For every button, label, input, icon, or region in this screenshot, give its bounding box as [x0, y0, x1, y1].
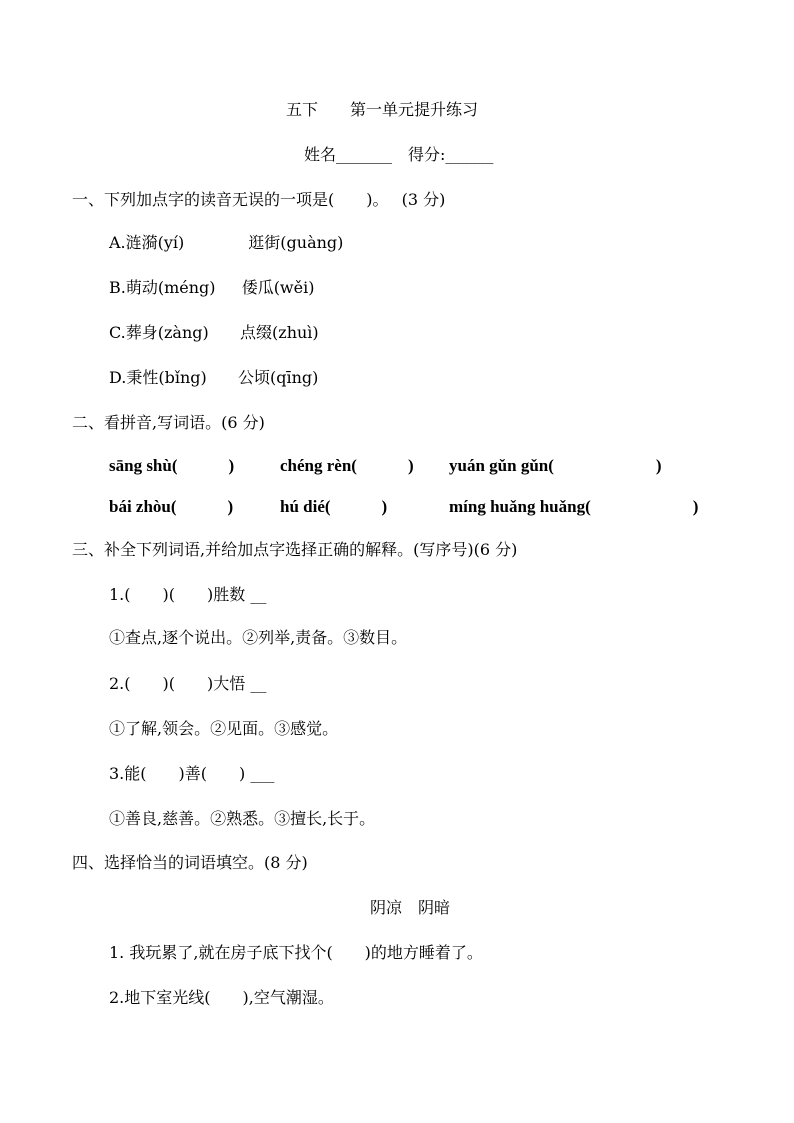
- q1-option-b: B.萌动(méng) 倭瓜(wěi): [109, 278, 315, 297]
- name-score-line: 姓名_______ 得分:______: [304, 145, 494, 164]
- q3-heading: 三、补全下列词语,并给加点字选择正确的解释。(写序号)(6 分): [72, 540, 518, 559]
- pinyin-item: hú dié( ): [280, 497, 388, 516]
- pinyin-item: bái zhòu( ): [109, 497, 234, 516]
- q3-word-3: 3.能( )善( ) ___: [109, 764, 275, 783]
- q4-sentence-2: 2.地下室光线( ),空气潮湿。: [109, 988, 334, 1007]
- q3-choices-1: ①查点,逐个说出。②列举,责备。③数目。: [109, 628, 408, 647]
- pinyin-item: sāng shù( ): [109, 456, 235, 475]
- pinyin-item: yuán gǔn gǔn( ): [449, 456, 662, 475]
- pinyin-item: chéng rèn( ): [280, 456, 414, 475]
- q1-option-c: C.葬身(zàng) 点缀(zhuì): [109, 323, 319, 342]
- pinyin-item: míng huǎng huǎng( ): [449, 497, 699, 516]
- q1-option-d: D.秉性(bǐng) 公顷(qīng): [109, 368, 319, 387]
- q3-word-1: 1.( )( )胜数 __: [109, 585, 267, 604]
- q2-heading: 二、看拼音,写词语。(6 分): [72, 413, 265, 432]
- q4-sentence-1: 1. 我玩累了,就在房子底下找个( )的地方睡着了。: [109, 943, 483, 962]
- q3-word-2: 2.( )( )大悟 __: [109, 674, 267, 693]
- q1-option-a: A.涟漪(yí) 逛街(guàng): [109, 233, 344, 252]
- q3-choices-3: ①善良,慈善。②熟悉。③擅长,长于。: [109, 809, 376, 828]
- page-title: 五下 第一单元提升练习: [286, 100, 479, 119]
- q4-word-choices: 阴凉 阴暗: [370, 898, 451, 917]
- q3-choices-2: ①了解,领会。②见面。③感觉。: [109, 719, 339, 738]
- q1-heading: 一、下列加点字的读音无误的一项是( )。 (3 分): [72, 190, 446, 209]
- q4-heading: 四、选择恰当的词语填空。(8 分): [72, 853, 308, 872]
